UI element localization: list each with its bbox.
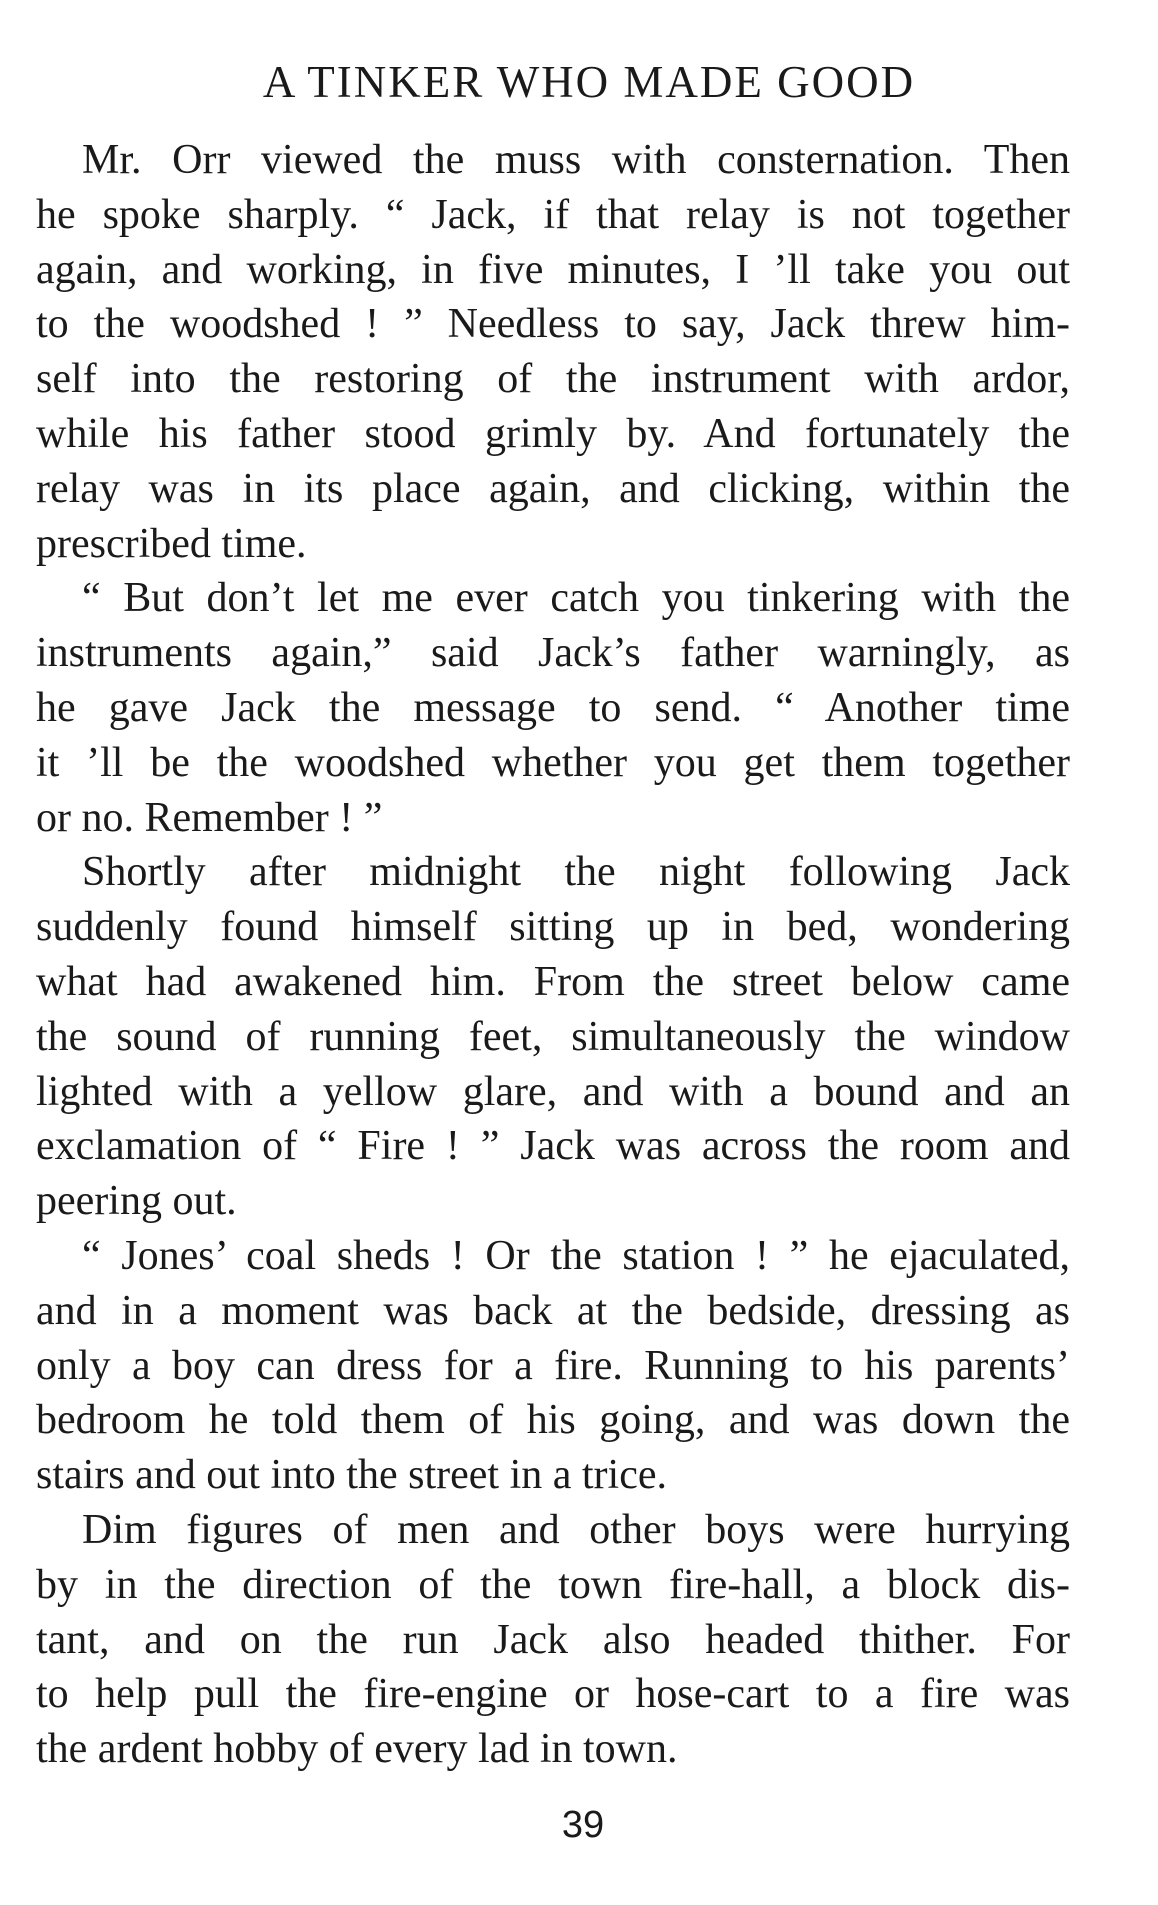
text-line: while his father stood grimly by. And fortunately the [36, 410, 1070, 457]
text-line: Mr. Orr viewed the muss with consternation. Then [82, 137, 1070, 183]
text-line: to the woodshed ! ” Needless to say, Jack threw him- [36, 301, 1070, 348]
text-line: he gave Jack the message to send. “ Another time [36, 684, 1070, 731]
text-line: “ Jones’ coal sheds ! Or the station ! ” he ejaculated, [82, 1232, 1070, 1279]
text-line: it ’ll be the woodshed whether you get them together [36, 739, 1070, 786]
running-title: A TINKER WHO MADE GOOD [262, 57, 916, 107]
text-line: instruments again,” said Jack’s father warningly, as [36, 630, 1070, 677]
paragraph-5 [36, 1503, 1070, 1777]
paragraph-2 [36, 571, 1070, 845]
body-text [36, 133, 1070, 1777]
page-number: 39 [561, 1804, 605, 1846]
text-line: Dim figures of men and other boys were hurrying [82, 1506, 1070, 1553]
paragraph-3 [36, 845, 1070, 1229]
text-line: he spoke sharply. “ Jack, if that relay is not together [36, 191, 1070, 238]
text-line: lighted with a yellow glare, and with a bound and an [36, 1068, 1070, 1115]
text-line: tant, and on the run Jack also headed thither. For [36, 1616, 1070, 1663]
paragraph-4 [36, 1229, 1070, 1503]
text-line: to help pull the fire-engine or hose-cart to a fire was [36, 1671, 1070, 1718]
text-line: exclamation of “ Fire ! ” Jack was across the room and [36, 1123, 1070, 1170]
text-line: self into the restoring of the instrument with ardor, [36, 356, 1070, 403]
text-line: prescribed time. [36, 520, 307, 567]
text-line: bedroom he told them of his going, and was down the [36, 1397, 1070, 1444]
text-line: only a boy can dress for a fire. Running to his parents’ [36, 1342, 1070, 1389]
text-line: the sound of running feet, simultaneously the window [36, 1013, 1070, 1060]
text-line: or no. Remember ! ” [36, 794, 383, 841]
text-line: Shortly after midnight the night following Jack [82, 849, 1070, 896]
text-line: “ But don’t let me ever catch you tinkering with the [82, 575, 1070, 622]
paragraph-1 [36, 133, 1070, 571]
text-line: stairs and out into the street in a trice. [36, 1452, 667, 1499]
text-line: what had awakened him. From the street below came [36, 958, 1070, 1005]
text-line: and in a moment was back at the bedside, dressing as [36, 1287, 1070, 1334]
text-line: the ardent hobby of every lad in town. [36, 1726, 678, 1773]
text-line: again, and working, in five minutes, I ’ll take you out [36, 246, 1070, 293]
text-line: peering out. [36, 1178, 237, 1225]
text-line: suddenly found himself sitting up in bed, wondering [36, 904, 1070, 951]
text-line: by in the direction of the town fire-hall, a block dis- [36, 1561, 1070, 1608]
text-line: relay was in its place again, and clicking, within the [36, 465, 1070, 512]
